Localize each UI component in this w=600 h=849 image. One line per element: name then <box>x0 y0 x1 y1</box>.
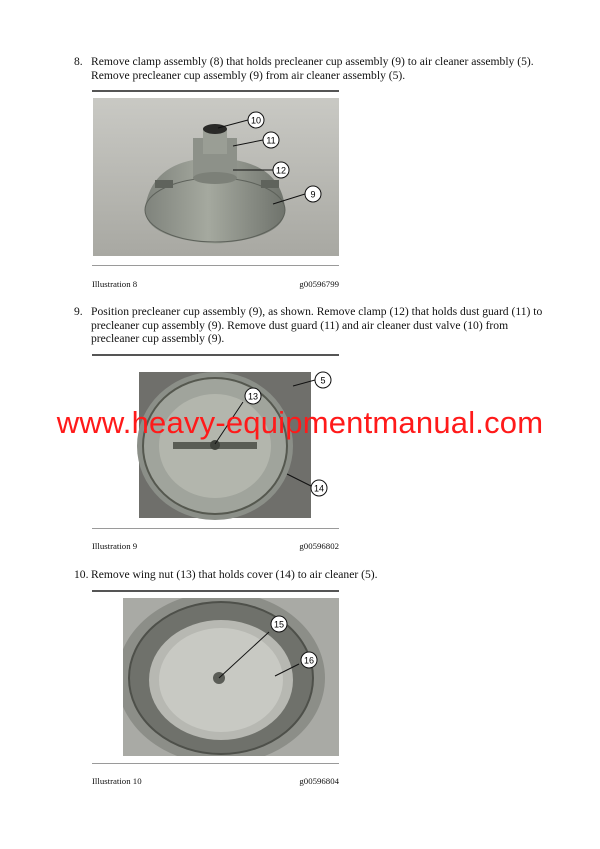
illustration-id: g00596804 <box>299 776 339 786</box>
illustration-9-photo <box>93 362 339 520</box>
step-10 <box>74 568 544 582</box>
callout-15: 15 <box>273 619 285 630</box>
illustration-top-rule <box>92 90 339 92</box>
illustration-9-caption <box>92 541 339 552</box>
air-cleaner-housing-image <box>123 598 339 756</box>
step-text: Position precleaner cup assembly (9), as shown. Remove clamp (12) that holds dust guard (11) to precleaner cup assembly (9). Remove dust guard (11) and air cleaner dust valve (10) from precleaner cup assembly (9). <box>91 305 543 346</box>
watermark-url: www.heavy-equipmentmanual.com <box>56 405 544 440</box>
step-number: 10. <box>74 568 89 581</box>
illustration-10-photo <box>123 598 339 756</box>
callout-12: 12 <box>275 165 287 176</box>
illustration-id: g00596799 <box>299 279 339 289</box>
illustration-label: Illustration 9 <box>92 541 138 551</box>
callout-9: 9 <box>310 189 316 200</box>
illustration-8-caption <box>92 279 339 290</box>
illustration-bottom-rule <box>92 763 339 764</box>
illustration-bottom-rule <box>92 265 339 266</box>
callout-10: 10 <box>250 115 262 126</box>
precleaner-cup-image <box>93 98 339 256</box>
step-number: 8. <box>74 55 83 68</box>
illustration-label: Illustration 10 <box>92 776 142 786</box>
illustration-top-rule <box>92 590 339 592</box>
callout-5: 5 <box>320 375 326 386</box>
callout-13: 13 <box>247 391 259 402</box>
air-cleaner-cover-image <box>93 362 339 520</box>
step-9 <box>74 305 544 346</box>
step-text: Remove clamp assembly (8) that holds precleaner cup assembly (9) to air cleaner assembly (5). Remove precleaner cup assembly (9) from air cleaner assembly (5). <box>91 55 534 82</box>
step-number: 9. <box>74 305 83 318</box>
illustration-top-rule <box>92 354 339 356</box>
illustration-10-caption <box>92 776 339 787</box>
callout-16: 16 <box>303 655 315 666</box>
callout-11: 11 <box>266 135 276 146</box>
step-text: Remove wing nut (13) that holds cover (14) to air cleaner (5). <box>91 568 378 581</box>
illustration-bottom-rule <box>92 528 339 529</box>
step-8 <box>74 55 544 82</box>
illustration-id: g00596802 <box>299 541 339 551</box>
illustration-8-photo <box>93 98 339 256</box>
callout-14: 14 <box>313 483 325 494</box>
illustration-label: Illustration 8 <box>92 279 138 289</box>
